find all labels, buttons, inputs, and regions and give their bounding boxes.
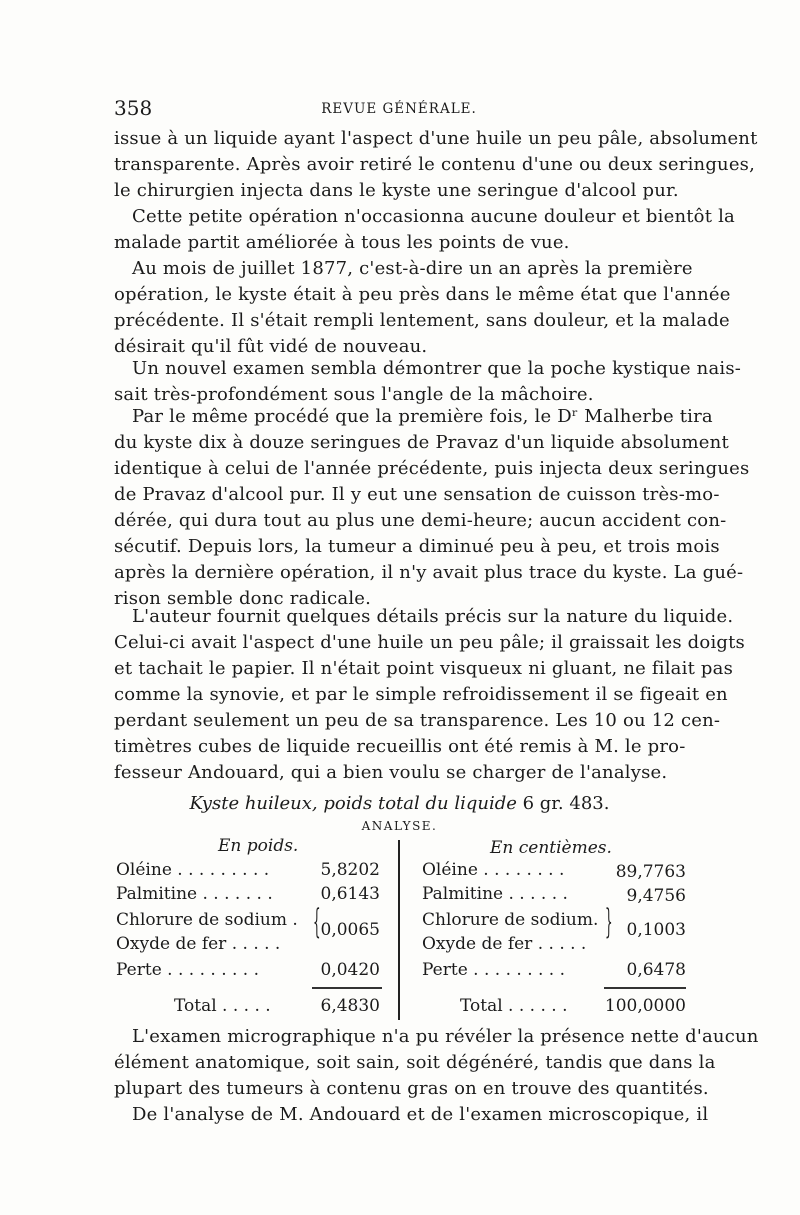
analysis-caption [114, 793, 685, 814]
brace-right: } [605, 902, 613, 942]
text-line: L'auteur fournit quelques détails précis sur la nature du liquide. [132, 606, 734, 627]
text-line: après la dernière opération, il n'y avait plus trace du kyste. La gué- [114, 562, 744, 583]
text-line: sait très-profondément sous l'angle de la mâchoire. [114, 384, 594, 405]
text-line: le chirurgien injecta dans le kyste une seringue d'alcool pur. [114, 180, 679, 201]
text-line: Un nouvel examen sembla démontrer que la poche kystique nais- [132, 358, 742, 379]
text-line: De l'analyse de M. Andouard et de l'examen microscopique, il [132, 1104, 709, 1125]
text-line: de Pravaz d'alcool pur. Il y eut une sensation de cuisson très-mo- [114, 484, 720, 505]
combined-value: 0,0065 [320, 920, 380, 940]
total-value: 6,4830 [320, 996, 380, 1016]
text-line: identique à celui de l'année précédente, puis injecta deux seringues [114, 458, 750, 479]
text-line: malade partit améliorée à tous les points de vue. [114, 232, 570, 253]
row-label: Perte . . . . . . . . . [422, 960, 566, 980]
text-line: L'examen micrographique n'a pu révéler la présence nette d'aucun [132, 1026, 759, 1047]
analysis-heading: ANALYSE. [361, 819, 438, 833]
total-value: 100,0000 [604, 996, 686, 1016]
row-value: 9,4756 [626, 886, 686, 906]
text-line: timètres cubes de liquide recueillis ont été remis à M. le pro- [114, 736, 686, 757]
row-label: Chlorure de sodium . [116, 910, 298, 930]
total-rule [604, 987, 686, 989]
row-value: 5,8202 [320, 860, 380, 880]
row-label: Palmitine . . . . . . . [116, 884, 273, 904]
row-label: Chlorure de sodium. [422, 910, 599, 930]
paragraph-4 [114, 356, 742, 408]
text-line: issue à un liquide ayant l'aspect d'une huile un peu pâle, absolument [114, 128, 758, 149]
text-line: fesseur Andouard, qui a bien voulu se charger de l'analyse. [114, 762, 668, 783]
text-line: transparente. Après avoir retiré le contenu d'une ou deux seringues, [114, 154, 756, 175]
text-line: élément anatomique, soit sain, soit dégénéré, tandis que dans la [114, 1052, 716, 1073]
caption-text: Kyste huileux, poids total du liquide [189, 793, 517, 814]
row-label: Oléine . . . . . . . . [422, 860, 565, 880]
paragraph-1 [114, 126, 758, 204]
row-value: 0,0420 [320, 960, 380, 980]
paragraph-2 [114, 204, 735, 256]
text-line: et tachait le papier. Il n'était point visqueux ni gluant, ne filait pas [114, 658, 734, 679]
paragraph-7 [114, 1024, 759, 1102]
text-line: rison semble donc radicale. [114, 588, 372, 609]
paragraph-8 [114, 1102, 709, 1128]
left-column-header: En poids. [218, 836, 299, 856]
combined-value: 0,1003 [626, 920, 686, 940]
text-line: sécutif. Depuis lors, la tumeur a diminué peu à peu, et trois mois [114, 536, 720, 557]
total-label: Total . . . . . [174, 996, 271, 1016]
paragraph-6 [114, 604, 745, 786]
paragraph-3 [114, 256, 731, 360]
text-line: désirait qu'il fût vidé de nouveau. [114, 336, 428, 357]
row-label: Oléine . . . . . . . . . [116, 860, 270, 880]
right-column-header: En centièmes. [490, 838, 612, 858]
text-line: opération, le kyste était à peu près dans le même état que l'année [114, 284, 731, 305]
page-number: 358 [114, 96, 153, 120]
row-label: Oxyde de fer . . . . . [422, 934, 587, 954]
caption-weight: 6 gr. 483. [522, 793, 610, 814]
text-line: perdant seulement un peu de sa transparence. Les 10 ou 12 cen- [114, 710, 721, 731]
total-rule [312, 987, 382, 989]
text-line: dérée, qui dura tout au plus une demi-heure; aucun accident con- [114, 510, 727, 531]
page-header [114, 96, 684, 120]
total-label: Total . . . . . . [460, 996, 568, 1016]
row-label: Oxyde de fer . . . . . [116, 934, 281, 954]
paragraph-5 [114, 404, 750, 612]
text-line: Celui-ci avait l'aspect d'une huile un peu pâle; il graissait les doigts [114, 632, 745, 653]
brace-left: { [313, 902, 321, 942]
text-line: comme la synovie, et par le simple refroidissement il se figeait en [114, 684, 728, 705]
text-line: Cette petite opération n'occasionna aucune douleur et bientôt la [132, 206, 735, 227]
row-value: 89,7763 [615, 862, 686, 882]
row-value: 0,6143 [320, 884, 380, 904]
row-label: Palmitine . . . . . . [422, 884, 568, 904]
running-title: REVUE GÉNÉRALE. [321, 101, 477, 117]
text-line: Au mois de juillet 1877, c'est-à-dire un an après la première [132, 258, 693, 279]
text-line: plupart des tumeurs à contenu gras on en trouve des quantités. [114, 1078, 709, 1099]
text-line: précédente. Il s'était rempli lentement, sans douleur, et la malade [114, 310, 730, 331]
row-label: Perte . . . . . . . . . [116, 960, 260, 980]
text-line: du kyste dix à douze seringues de Pravaz d'un liquide absolument [114, 432, 729, 453]
row-value: 0,6478 [626, 960, 686, 980]
text-line: Par le même procédé que la première fois, le Dʳ Malherbe tira [132, 406, 713, 427]
column-divider [398, 840, 400, 1020]
